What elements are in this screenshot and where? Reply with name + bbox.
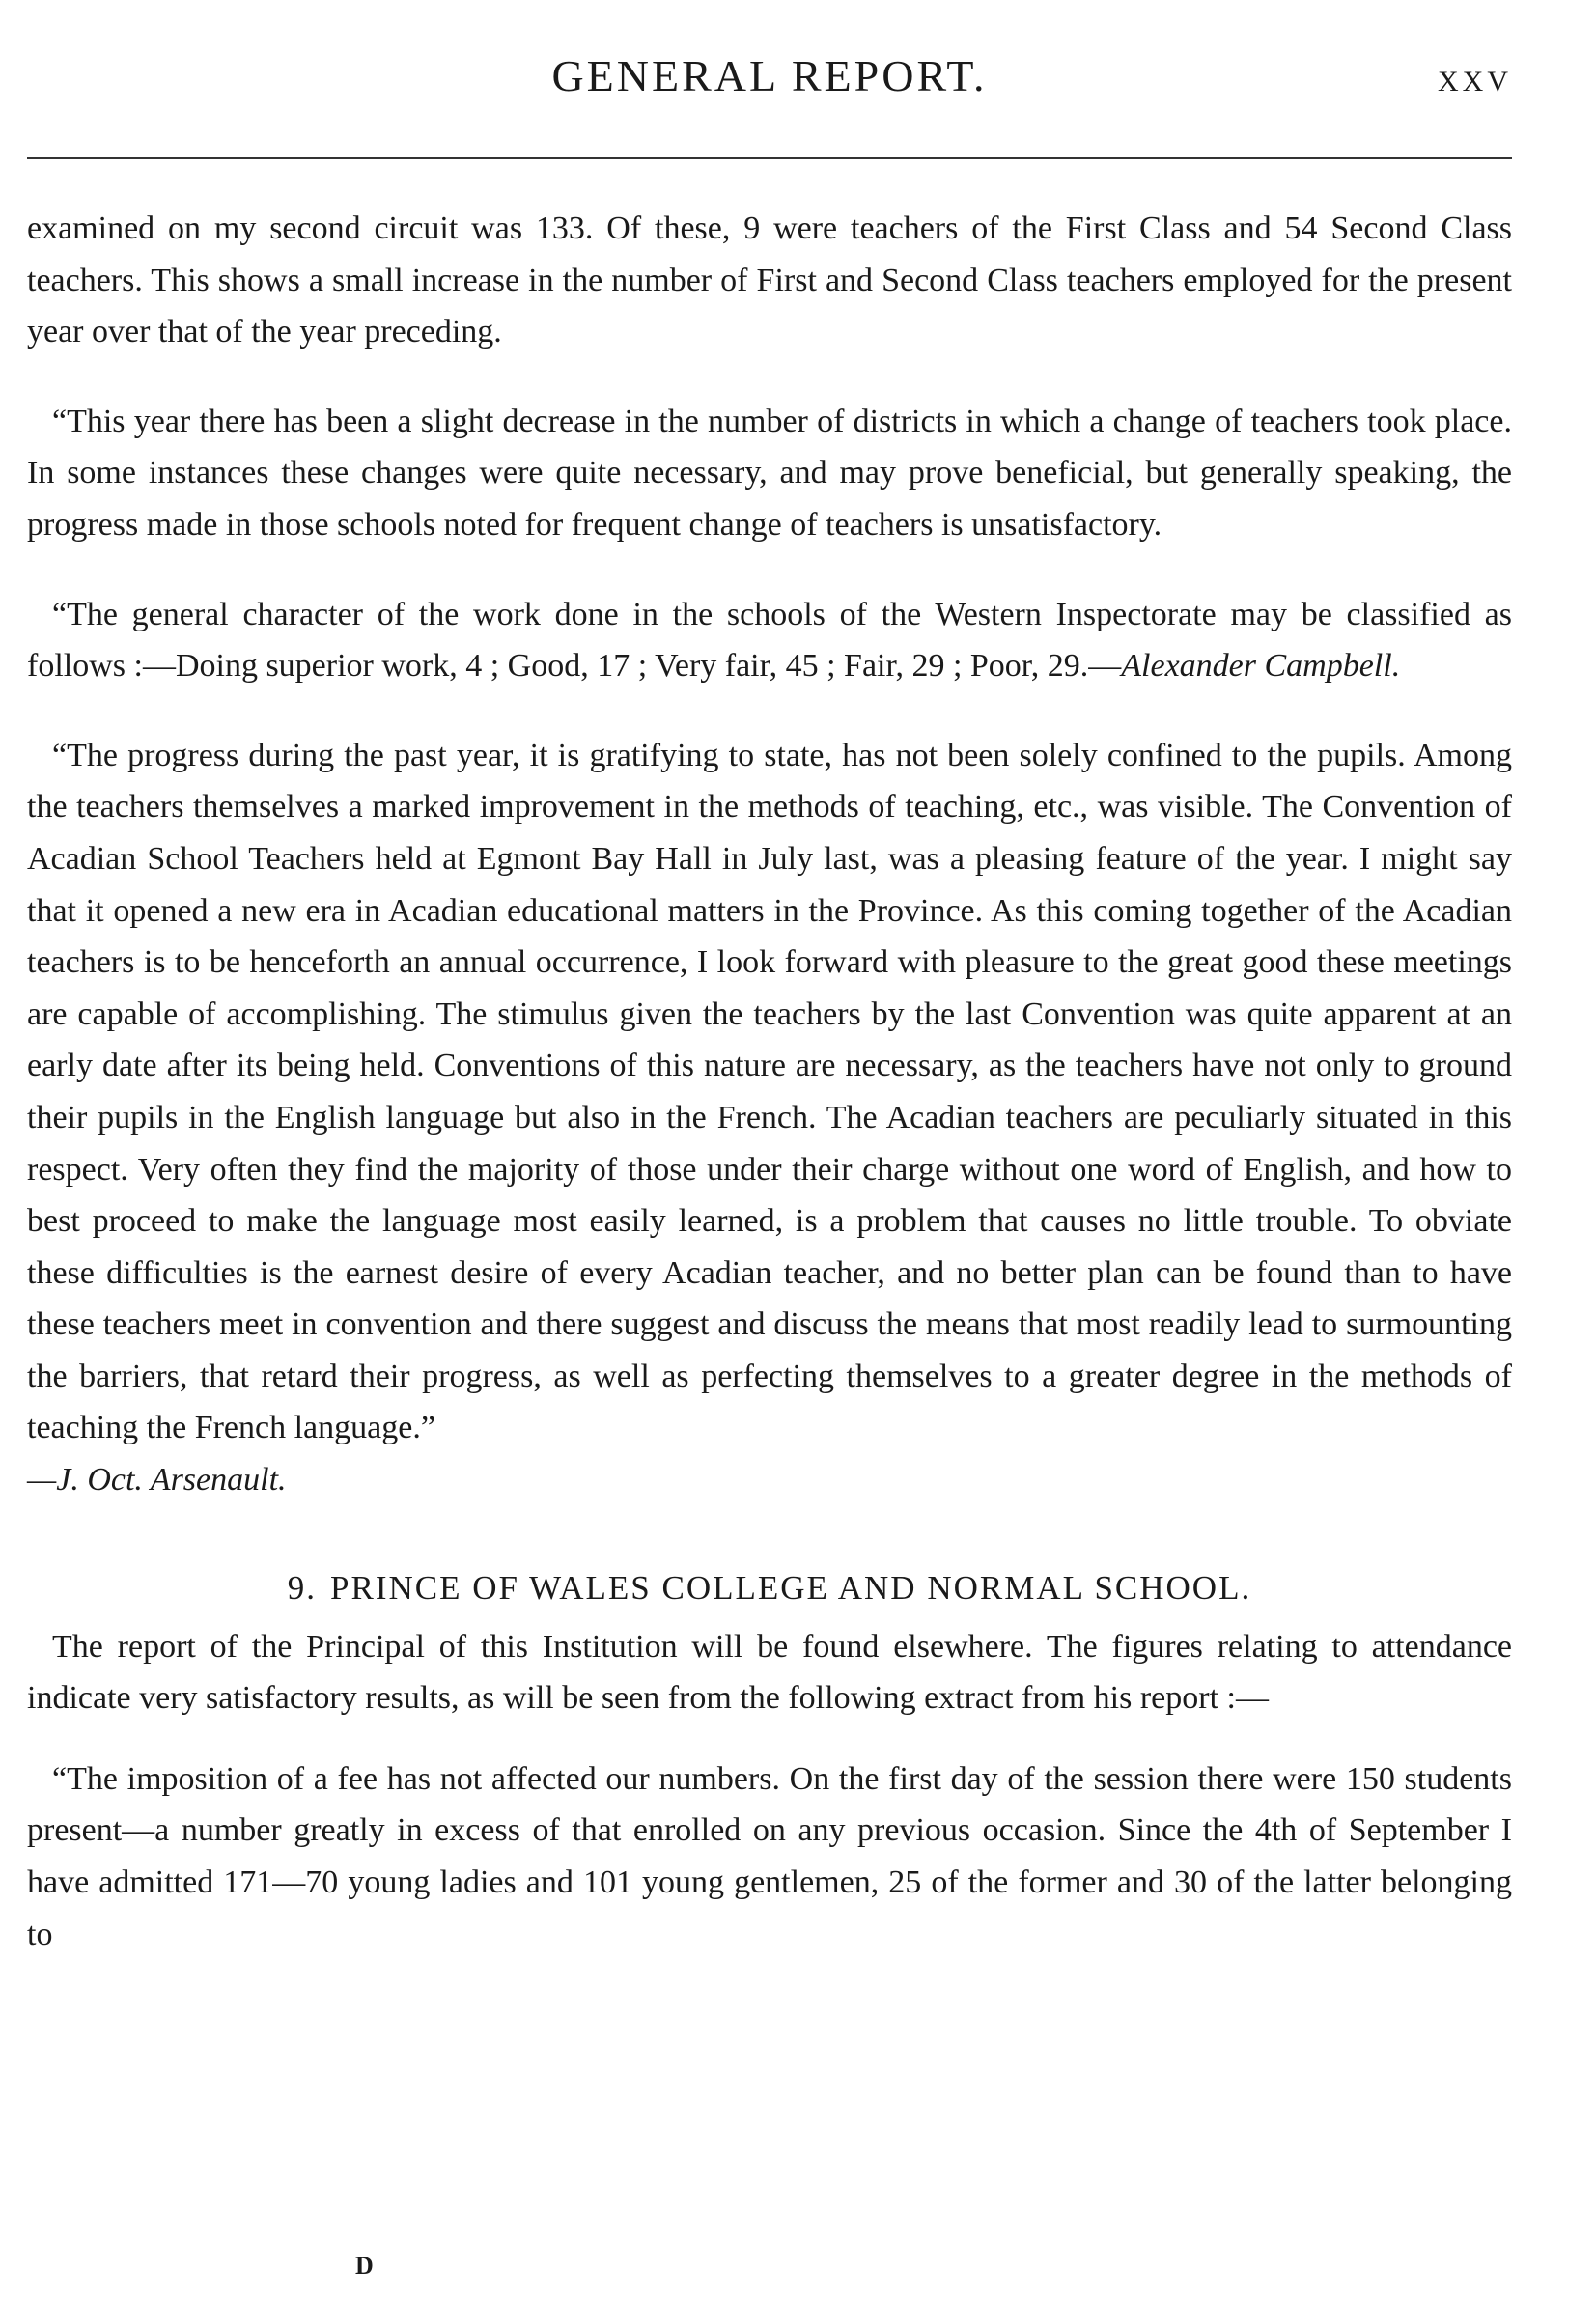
page [27, 0, 1512, 2280]
page-number: XXV [1438, 66, 1512, 98]
paragraph-2: “This year there has been a slight decrease in the number of districts in which a change of teachers took place. In some instances these changes were quite necessary, and may prove beneficial, but generally speaking, the progress made in those schools noted for frequent change of teachers is unsatisfactory. [27, 403, 1512, 543]
paragraph-4-text: “The progress during the past year, it is gratifying to state, has not been solely confined to the pupils. Among the teachers themselves a marked improvement in the methods of teaching, etc., was visible. The Convention of Acadian School Teachers held at Egmont Bay Hall in July last, was a pleasing feature of the year. I might say that it opened a new era in Acadian educational matters in the Province. As this coming together of the Acadian teachers is to be henceforth an annual occurrence, I look forward with pleasure to the great good these meetings are capable of accomplishing. The stimulus given the teachers by the last Convention was quite apparent at an early date after its being held. Conventions of this nature are necessary, as the teachers have not only to ground their pupils in the English language but also in the French. The Acadian teachers are peculiarly situated in this respect. Very often they find the majority of those under their charge without one word of English, and how to best proceed to make the language most easily learned, is a problem that causes no little trouble. To obviate these difficulties is the earnest desire of every Acadian teacher, and no better plan can be found than to have these teachers meet in convention and there suggest and discuss the means that most readily lead to surmounting the barriers, that retard their progress, as well as perfecting themselves to a greater degree in the methods of teaching the French language.” [27, 737, 1512, 1446]
section-heading [27, 1562, 1512, 1613]
signature-arsenault: —J. Oct. Arsenault. [27, 1462, 287, 1499]
section-paragraph-2: “The imposition of a fee has not affected our numbers. On the first day of the session there were 150 students present—a number greatly in excess of that enrolled on any previous occasion. Since the 4th of September I have admitted 171—70 young ladies and 101 young gentlemen, 25 of the former and 30 of the latter belonging to [27, 1760, 1512, 1952]
page-header [27, 0, 1512, 154]
paragraph-3 [27, 589, 1512, 692]
body-text [27, 203, 1512, 1998]
header-rule [27, 157, 1512, 159]
paragraph-3-text: “The general character of the work done in the schools of the Western Inspectorate may be classified as follows :—Doing superior work, 4 ; Good, 17 ; Very fair, 45 ; Fair, 29 ; Poor, 29.— [27, 596, 1512, 685]
signature-mark: D [355, 2252, 374, 2280]
paragraph-1: examined on my second circuit was 133. Of these, 9 were teachers of the First Class and 54 Second Class teachers. This shows a small increase in the number of First and Second Class teachers employed for the present year over that of the year preceding. [27, 210, 1512, 350]
section-title: PRINCE OF WALES COLLEGE AND NORMAL SCHOOL. [330, 1568, 1252, 1607]
signature-campbell: Alexander Campbell. [1121, 648, 1401, 685]
section-number: 9. [287, 1568, 318, 1607]
running-title: GENERAL REPORT. [551, 51, 988, 100]
section-paragraph-1: The report of the Principal of this Institution will be found elsewhere. The figures relating to attendance indicate very satisfactory results, as will be seen from the following extract from his report :— [27, 1628, 1512, 1717]
paragraph-4 [27, 730, 1512, 1506]
